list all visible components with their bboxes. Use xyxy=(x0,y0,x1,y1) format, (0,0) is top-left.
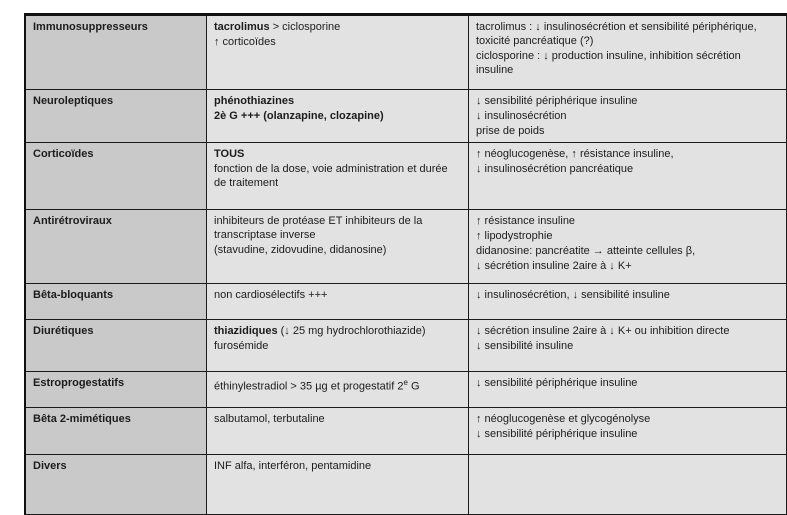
text-segment: ↓ sensibilité périphérique insuline xyxy=(476,428,638,440)
effect-line xyxy=(476,94,779,108)
drug-examples-cell xyxy=(207,15,469,90)
drug-line xyxy=(214,94,461,108)
drug-line xyxy=(214,243,461,257)
drug-line xyxy=(214,20,461,34)
text-segment: > ciclosporine xyxy=(269,21,341,33)
drug-line xyxy=(214,412,461,426)
text-segment: ↓ insulinosécrétion, ↓ sensibilité insuline xyxy=(476,289,670,301)
drug-line xyxy=(214,35,461,49)
effect-line xyxy=(476,49,779,77)
drug-line xyxy=(214,288,461,302)
effect-line xyxy=(476,214,779,228)
effects-cell xyxy=(469,320,787,372)
drug-class-cell: Estroprogestatifs xyxy=(25,372,207,408)
text-segment: e xyxy=(403,378,408,387)
text-segment: ↓ sensibilité périphérique insuline xyxy=(476,95,638,107)
effects-cell xyxy=(469,90,787,143)
text-segment: tacrolimus : ↓ insulinosécrétion et sensibilité périphérique, toxicité pancréatique (?) xyxy=(476,21,757,47)
effect-line xyxy=(476,412,779,426)
drug-examples-cell xyxy=(207,90,469,143)
effect-line xyxy=(476,147,779,161)
drug-class-cell: Immunosuppresseurs xyxy=(25,15,207,90)
text-segment: ↓ insulinosécrétion xyxy=(476,110,567,122)
text-segment: ↑ résistance insuline xyxy=(476,215,576,227)
effect-line xyxy=(476,288,779,302)
text-segment: éthinylestradiol > 35 µg et progestatif 2 xyxy=(214,380,404,393)
drug-examples-cell xyxy=(207,143,469,210)
text-segment: fonction de la dose, voie administration et durée de traitement xyxy=(214,163,448,189)
drug-effects-table xyxy=(24,13,787,515)
drug-class-cell: Divers xyxy=(25,455,207,515)
table-row xyxy=(25,455,787,515)
drug-class-cell: Diurétiques xyxy=(25,320,207,372)
effect-line xyxy=(476,229,779,243)
text-segment: phénothiazines xyxy=(214,95,295,107)
effects-cell xyxy=(469,455,787,515)
text-segment: ↓ sécrétion insuline 2aire à ↓ K+ ou inhibition directe xyxy=(476,325,730,337)
table-row xyxy=(25,320,787,372)
table-row xyxy=(25,90,787,143)
drug-examples-cell xyxy=(207,210,469,284)
drug-examples-cell xyxy=(207,372,469,408)
effects-cell xyxy=(469,210,787,284)
text-segment: INF alfa, interféron, pentamidine xyxy=(214,460,372,472)
text-segment: TOUS xyxy=(214,148,245,160)
drug-examples-cell xyxy=(207,320,469,372)
text-segment: prise de poids xyxy=(476,125,545,137)
drug-line xyxy=(214,214,461,242)
effects-cell xyxy=(469,284,787,320)
drug-line xyxy=(214,324,461,338)
drug-examples-cell xyxy=(207,284,469,320)
effects-cell xyxy=(469,15,787,90)
table-row xyxy=(25,372,787,408)
text-segment: tacrolimus xyxy=(214,21,270,33)
text-segment: didanosine: pancréatite → atteinte cellules β, xyxy=(476,245,696,257)
drug-line xyxy=(214,147,461,161)
text-segment: salbutamol, terbutaline xyxy=(214,413,325,425)
effect-line xyxy=(476,124,779,138)
text-segment: ciclosporine : ↓ production insuline, inhibition sécrétion insuline xyxy=(476,50,741,76)
effect-line xyxy=(476,324,779,338)
text-segment: ↑ lipodystrophie xyxy=(476,230,553,242)
text-segment: G xyxy=(407,380,420,393)
drug-examples-cell xyxy=(207,455,469,515)
drug-line xyxy=(214,459,461,473)
table-row xyxy=(25,284,787,320)
drug-line xyxy=(214,109,461,123)
text-segment: furosémide xyxy=(214,340,269,352)
text-segment: inhibiteurs de protéase ET inhibiteurs de la transcriptase inverse xyxy=(214,215,423,241)
drug-line xyxy=(214,376,461,394)
drug-examples-cell xyxy=(207,408,469,455)
effects-cell xyxy=(469,143,787,210)
effects-cell xyxy=(469,372,787,408)
table-row xyxy=(25,210,787,284)
table-row xyxy=(25,143,787,210)
effect-line xyxy=(476,109,779,123)
text-segment: ↓ sécrétion insuline 2aire à ↓ K+ xyxy=(476,260,632,272)
drug-class-cell: Antirétroviraux xyxy=(25,210,207,284)
drug-table-body xyxy=(25,15,787,515)
text-segment: ↑ néoglucogenèse, ↑ résistance insuline, xyxy=(476,148,674,160)
text-segment: 2è G +++ (olanzapine, clozapine) xyxy=(214,110,384,122)
effect-line xyxy=(476,259,779,273)
drug-class-cell: Neuroleptiques xyxy=(25,90,207,143)
text-segment: ↓ sensibilité périphérique insuline xyxy=(476,377,638,389)
text-segment: ↑ corticoïdes xyxy=(214,36,276,48)
text-segment: non cardiosélectifs +++ xyxy=(214,289,328,301)
table-row xyxy=(25,15,787,90)
effect-line xyxy=(476,427,779,441)
table-row xyxy=(25,408,787,455)
effect-line xyxy=(476,244,779,258)
text-segment: thiazidiques xyxy=(214,325,278,337)
text-segment: ↓ sensibilité insuline xyxy=(476,340,574,352)
text-segment: ↓ insulinosécrétion pancréatique xyxy=(476,163,634,175)
text-segment: (stavudine, zidovudine, didanosine) xyxy=(214,244,387,256)
text-segment: (↓ 25 mg hydrochlorothiazide) xyxy=(277,325,426,337)
drug-line xyxy=(214,339,461,353)
text-segment: ↑ néoglucogenèse et glycogénolyse xyxy=(476,413,651,425)
drug-class-cell: Bêta-bloquants xyxy=(25,284,207,320)
effects-cell xyxy=(469,408,787,455)
effect-line xyxy=(476,339,779,353)
drug-line xyxy=(214,162,461,190)
drug-class-cell: Corticoïdes xyxy=(25,143,207,210)
effect-line xyxy=(476,162,779,176)
effect-line xyxy=(476,376,779,390)
drug-class-cell: Bêta 2-mimétiques xyxy=(25,408,207,455)
effect-line xyxy=(476,20,779,48)
